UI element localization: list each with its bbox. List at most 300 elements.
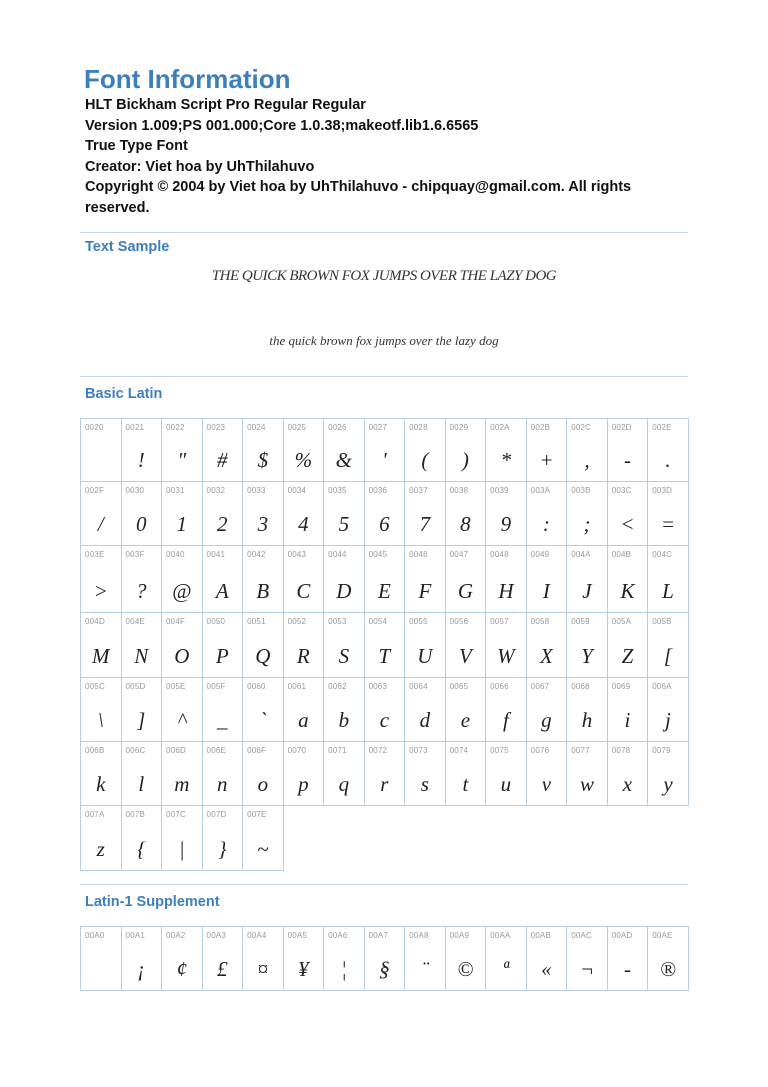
glyph-char: 1	[176, 512, 188, 536]
glyph-code: 0073	[409, 746, 428, 755]
glyph-code: 0070	[287, 746, 307, 755]
glyph-char: ª	[503, 957, 509, 981]
sample-uppercase: THE QUICK BROWN FOX JUMPS OVER THE LAZY DOG	[211, 268, 557, 284]
glyph-code: 0067	[530, 682, 550, 691]
glyph-cell	[405, 613, 446, 678]
glyph-cell	[122, 419, 163, 482]
glyph-char: &	[335, 448, 353, 472]
glyph-cell	[122, 678, 163, 742]
glyph-cell	[81, 678, 122, 742]
glyph-cell	[446, 742, 487, 806]
glyph-cell	[365, 742, 406, 806]
glyph-char: 8	[460, 512, 471, 536]
glyph-code: 0057	[490, 617, 509, 626]
glyph-code: 0074	[449, 746, 469, 755]
glyph-row	[81, 806, 689, 871]
divider	[80, 376, 688, 377]
glyph-code: 006B	[85, 746, 105, 755]
glyph-char: #	[217, 448, 228, 472]
glyph-code: 0066	[490, 682, 509, 691]
glyph-cell	[527, 742, 568, 806]
glyph-code: 0045	[368, 550, 388, 559]
glyph-code: 0078	[611, 746, 631, 755]
glyph-code: 007A	[85, 810, 105, 819]
glyph-cell	[122, 613, 163, 678]
font-version: Version 1.009;PS 001.000;Core 1.0.38;makeotf.lib1.6.6565	[85, 117, 479, 134]
glyph-code: 0035	[328, 486, 347, 495]
glyph-cell	[527, 678, 568, 742]
glyph-code: 006F	[247, 746, 267, 755]
glyph-char: 4	[298, 512, 309, 536]
glyph-char: @	[172, 579, 192, 603]
glyph-char: |	[178, 837, 185, 861]
glyph-cell	[365, 419, 406, 482]
glyph-char: ^	[177, 708, 187, 732]
glyph-cell	[203, 419, 244, 482]
section-title-basic-latin: Basic Latin	[85, 386, 163, 402]
glyph-code: 004F	[166, 617, 186, 626]
page-title: Font Information	[84, 64, 291, 94]
glyph-cell	[567, 482, 608, 546]
glyph-char: ¤	[257, 957, 269, 981]
glyph-char: u	[500, 772, 512, 796]
glyph-cell	[203, 678, 244, 742]
glyph-code: 003D	[652, 486, 673, 495]
glyph-cell	[122, 927, 163, 991]
glyph-code: 0058	[530, 617, 550, 626]
glyph-cell	[567, 678, 608, 742]
glyph-char: }	[218, 837, 227, 861]
glyph-char: 9	[500, 512, 512, 536]
glyph-char: T	[378, 644, 391, 668]
glyph-char: 2	[217, 512, 228, 536]
glyph-cell	[324, 419, 365, 482]
glyph-code: 00A4	[247, 931, 267, 940]
glyph-char: m	[174, 772, 190, 796]
glyph-char: w	[579, 772, 594, 796]
glyph-char: 6	[379, 512, 390, 536]
glyph-char: *	[500, 448, 512, 472]
glyph-cell	[284, 613, 325, 678]
font-creator: Creator: Viet hoa by UhThilahuvo	[85, 158, 315, 175]
glyph-char: /	[97, 512, 104, 536]
glyph-cell	[243, 927, 284, 991]
glyph-char: +	[539, 448, 554, 472]
glyph-cell	[81, 806, 122, 871]
glyph-cell	[608, 678, 649, 742]
glyph-row	[81, 419, 689, 482]
glyph-cell	[446, 546, 487, 613]
glyph-cell	[284, 678, 325, 742]
divider	[80, 884, 688, 885]
glyph-cell	[203, 613, 244, 678]
glyph-code: 0024	[247, 423, 266, 432]
glyph-code: 002E	[652, 423, 672, 432]
glyph-cell	[365, 482, 406, 546]
glyph-char: 7	[419, 512, 431, 536]
glyph-cell	[243, 546, 284, 613]
glyph-code: 0071	[328, 746, 347, 755]
glyph-cell	[648, 482, 689, 546]
glyph-cell	[203, 927, 244, 991]
glyph-char: 0	[136, 512, 147, 536]
glyph-char: b	[338, 708, 350, 732]
font-name: HLT Bickham Script Pro Regular Regular	[85, 97, 366, 113]
glyph-cell	[405, 419, 446, 482]
glyph-code: 0052	[287, 617, 307, 626]
glyph-cell	[527, 927, 568, 991]
glyph-cell	[365, 678, 406, 742]
glyph-char: j	[665, 708, 671, 732]
glyph-char: q	[338, 772, 350, 796]
glyph-char: p	[298, 772, 309, 796]
glyph-char: _	[217, 708, 228, 732]
glyph-cell	[486, 419, 527, 482]
glyph-code: 003B	[571, 486, 591, 495]
glyph-code: 0027	[368, 423, 388, 432]
glyph-code: 0030	[125, 486, 145, 495]
glyph-char: t	[462, 772, 469, 796]
glyph-char: :	[542, 512, 550, 536]
glyph-cell	[243, 806, 284, 871]
glyph-char: 5	[338, 512, 350, 536]
glyph-cell	[81, 613, 122, 678]
glyph-cell	[203, 806, 244, 871]
glyph-char: ;	[583, 512, 591, 536]
glyph-char: =	[660, 512, 676, 536]
glyph-code: 0061	[287, 682, 307, 691]
glyph-code: 005F	[206, 682, 226, 691]
glyph-cell	[162, 678, 203, 742]
glyph-char: ¬	[579, 957, 595, 981]
glyph-cell	[162, 546, 203, 613]
glyph-cell	[324, 546, 365, 613]
glyph-cell	[608, 546, 649, 613]
glyph-code: 004B	[611, 550, 632, 559]
glyph-cell	[567, 546, 608, 613]
glyph-cell	[648, 678, 689, 742]
glyph-cell	[405, 546, 446, 613]
glyph-code: 002D	[611, 423, 632, 432]
glyph-char: ?	[136, 579, 147, 603]
glyph-char: P	[215, 644, 229, 668]
glyph-cell	[608, 927, 649, 991]
glyph-char: ¨	[421, 957, 429, 981]
glyph-code: 004D	[85, 617, 105, 626]
glyph-cell	[405, 678, 446, 742]
glyph-char: K	[620, 579, 635, 603]
glyph-cell	[446, 927, 487, 991]
glyph-code: 003A	[530, 486, 551, 495]
glyph-code: 0039	[490, 486, 509, 495]
glyph-cell	[243, 742, 284, 806]
glyph-char: d	[419, 708, 431, 732]
glyph-cell	[162, 482, 203, 546]
glyph-char: y	[663, 772, 673, 796]
glyph-code: 0047	[449, 550, 469, 559]
glyph-cell	[648, 927, 689, 991]
glyph-cell	[81, 482, 122, 546]
glyph-code: 00A0	[85, 931, 105, 940]
glyph-code: 0029	[449, 423, 469, 432]
glyph-char: .	[665, 448, 671, 472]
glyph-cell	[122, 742, 163, 806]
glyph-cell	[81, 742, 122, 806]
glyph-code: 005B	[652, 617, 672, 626]
glyph-code: 0063	[368, 682, 388, 691]
section-title-latin1-supplement: Latin-1 Supplement	[85, 894, 220, 910]
glyph-code: 005D	[125, 682, 146, 691]
glyph-char: <	[620, 512, 635, 536]
glyph-code: 00A6	[328, 931, 348, 940]
glyph-cell	[527, 419, 568, 482]
glyph-cell	[365, 613, 406, 678]
glyph-char: ,	[584, 448, 590, 472]
glyph-char: B	[256, 579, 270, 603]
glyph-code: 0077	[571, 746, 590, 755]
glyph-cell	[324, 482, 365, 546]
glyph-char: H	[498, 579, 514, 603]
glyph-cell	[243, 482, 284, 546]
glyph-char: ¢	[176, 957, 188, 981]
glyph-cell	[405, 927, 446, 991]
glyph-row	[81, 613, 689, 678]
glyph-code: 00A1	[125, 931, 145, 940]
glyph-code: 0028	[409, 423, 428, 432]
glyph-code: 0046	[409, 550, 428, 559]
glyph-char: g	[541, 708, 552, 732]
glyph-code: 0062	[328, 682, 347, 691]
glyph-code: 002B	[530, 423, 551, 432]
glyph-code: 0040	[166, 550, 185, 559]
glyph-cell	[446, 419, 487, 482]
glyph-code: 005C	[85, 682, 105, 691]
glyph-code: 0034	[287, 486, 307, 495]
glyph-code: 007B	[125, 810, 145, 819]
glyph-cell	[203, 546, 244, 613]
glyph-code: 0053	[328, 617, 347, 626]
glyph-code: 0026	[328, 423, 347, 432]
glyph-cell	[81, 927, 122, 991]
glyph-cell	[284, 927, 325, 991]
glyph-char: k	[96, 772, 106, 796]
font-type: True Type Font	[85, 138, 188, 154]
glyph-cell	[608, 613, 649, 678]
glyph-code: 00A5	[287, 931, 308, 940]
glyph-code: 005A	[611, 617, 632, 626]
glyph-cell	[203, 742, 244, 806]
glyph-char: Z	[621, 644, 634, 668]
glyph-cell	[527, 613, 568, 678]
glyph-char: -	[623, 448, 631, 472]
glyph-code: 0031	[166, 486, 185, 495]
glyph-grid-latin1-supplement	[80, 926, 689, 991]
glyph-code: 0072	[368, 746, 388, 755]
section-title-text-sample: Text Sample	[85, 239, 170, 255]
glyph-cell	[405, 482, 446, 546]
glyph-char: l	[138, 772, 145, 796]
glyph-char: D	[336, 579, 352, 603]
glyph-char: ®	[659, 957, 676, 981]
glyph-code: 0055	[409, 617, 428, 626]
glyph-char: G	[457, 579, 473, 603]
font-copyright: Copyright © 2004 by Viet hoa by UhThilahuvo - chipquay@gmail.com. All rights reserved.	[85, 179, 632, 216]
glyph-code: 0043	[287, 550, 307, 559]
glyph-char: %	[294, 448, 313, 472]
glyph-char: S	[338, 644, 350, 668]
glyph-cell	[243, 613, 284, 678]
glyph-char: ¡	[137, 957, 146, 981]
glyph-code: 005E	[166, 682, 186, 691]
glyph-code: 007D	[206, 810, 227, 819]
glyph-cell	[567, 742, 608, 806]
glyph-char: \	[97, 708, 104, 732]
glyph-cell	[608, 482, 649, 546]
glyph-code: 006E	[206, 746, 227, 755]
glyph-code: 003E	[85, 550, 105, 559]
glyph-cell	[162, 613, 203, 678]
glyph-char: U	[417, 644, 433, 668]
glyph-cell	[527, 546, 568, 613]
glyph-code: 0041	[206, 550, 226, 559]
glyph-cell	[122, 806, 163, 871]
font-info	[85, 95, 685, 218]
glyph-cell	[648, 419, 689, 482]
glyph-code: 002C	[571, 423, 592, 432]
glyph-code: 0025	[287, 423, 307, 432]
glyph-row	[81, 546, 689, 613]
glyph-code: 00A2	[166, 931, 186, 940]
glyph-row	[81, 482, 689, 546]
glyph-char: )	[461, 448, 469, 472]
glyph-cell	[648, 546, 689, 613]
glyph-cell	[567, 419, 608, 482]
glyph-row	[81, 742, 689, 806]
glyph-cell	[203, 482, 244, 546]
glyph-char: ]	[137, 708, 146, 732]
glyph-cell	[405, 742, 446, 806]
glyph-code: 0037	[409, 486, 428, 495]
glyph-code: 0049	[530, 550, 550, 559]
glyph-char: `	[259, 708, 267, 732]
glyph-cell	[122, 546, 163, 613]
glyph-code: 0042	[247, 550, 266, 559]
glyph-cell	[324, 927, 365, 991]
glyph-cell	[486, 613, 527, 678]
glyph-char: >	[93, 579, 108, 603]
glyph-cell	[486, 678, 527, 742]
glyph-cell	[324, 678, 365, 742]
glyph-cell	[324, 613, 365, 678]
glyph-char: «	[541, 957, 552, 981]
glyph-code: 0023	[206, 423, 226, 432]
glyph-cell	[446, 482, 487, 546]
glyph-cell	[243, 419, 284, 482]
glyph-code: 00A9	[449, 931, 470, 940]
glyph-char: (	[421, 448, 429, 472]
glyph-code: 006A	[652, 682, 672, 691]
glyph-cell	[486, 482, 527, 546]
glyph-code: 006C	[125, 746, 146, 755]
glyph-code: 00A7	[368, 931, 389, 940]
glyph-code: 0068	[571, 682, 590, 691]
glyph-grid-basic-latin	[80, 418, 689, 871]
glyph-char: c	[379, 708, 390, 732]
glyph-code: 00AC	[571, 931, 592, 940]
glyph-char: L	[662, 579, 674, 603]
glyph-cell	[122, 482, 163, 546]
glyph-code: 0022	[166, 423, 185, 432]
glyph-code: 0069	[611, 682, 631, 691]
glyph-char: '	[382, 448, 387, 472]
glyph-char: I	[542, 579, 550, 603]
glyph-code: 00AA	[490, 931, 511, 940]
glyph-cell	[486, 927, 527, 991]
glyph-code: 006D	[166, 746, 186, 755]
glyph-char: Y	[581, 644, 593, 668]
glyph-char: x	[622, 772, 633, 796]
glyph-cell	[527, 482, 568, 546]
glyph-cell	[284, 419, 325, 482]
glyph-char: 3	[257, 512, 269, 536]
glyph-cell	[81, 546, 122, 613]
glyph-code: 0056	[449, 617, 469, 626]
glyph-code: 0051	[247, 617, 266, 626]
glyph-cell	[162, 806, 203, 871]
glyph-cell	[284, 546, 325, 613]
glyph-char: Q	[255, 644, 271, 668]
glyph-row	[81, 927, 689, 991]
glyph-code: 0060	[247, 682, 266, 691]
glyph-cell	[567, 927, 608, 991]
glyph-cell	[284, 482, 325, 546]
glyph-char: A	[215, 579, 229, 603]
glyph-char: $	[257, 448, 269, 472]
glyph-row	[81, 678, 689, 742]
glyph-cell	[162, 742, 203, 806]
glyph-cell	[284, 742, 325, 806]
glyph-code: 00A3	[206, 931, 227, 940]
glyph-cell	[486, 546, 527, 613]
glyph-code: 004E	[125, 617, 145, 626]
glyph-cell	[486, 742, 527, 806]
glyph-char: ©	[457, 957, 474, 981]
glyph-char: !	[137, 448, 145, 472]
glyph-cell	[243, 678, 284, 742]
glyph-code: 0038	[449, 486, 469, 495]
glyph-char: N	[134, 644, 149, 668]
glyph-char: W	[497, 644, 515, 668]
glyph-code: 003F	[125, 550, 145, 559]
glyph-char: e	[460, 708, 471, 732]
glyph-cell	[446, 613, 487, 678]
glyph-code: 003C	[611, 486, 632, 495]
glyph-code: 002A	[490, 423, 510, 432]
glyph-cell	[648, 742, 689, 806]
glyph-char: M	[92, 644, 110, 668]
glyph-char: {	[137, 837, 146, 861]
glyph-char: X	[540, 644, 553, 668]
glyph-char: "	[177, 448, 187, 472]
glyph-char: F	[418, 579, 432, 603]
glyph-cell	[162, 419, 203, 482]
glyph-char: a	[298, 708, 309, 732]
glyph-code: 004C	[652, 550, 673, 559]
glyph-code: 00AE	[652, 931, 673, 940]
glyph-char: ¦	[340, 957, 347, 981]
glyph-cell	[365, 546, 406, 613]
glyph-code: 007E	[247, 810, 267, 819]
